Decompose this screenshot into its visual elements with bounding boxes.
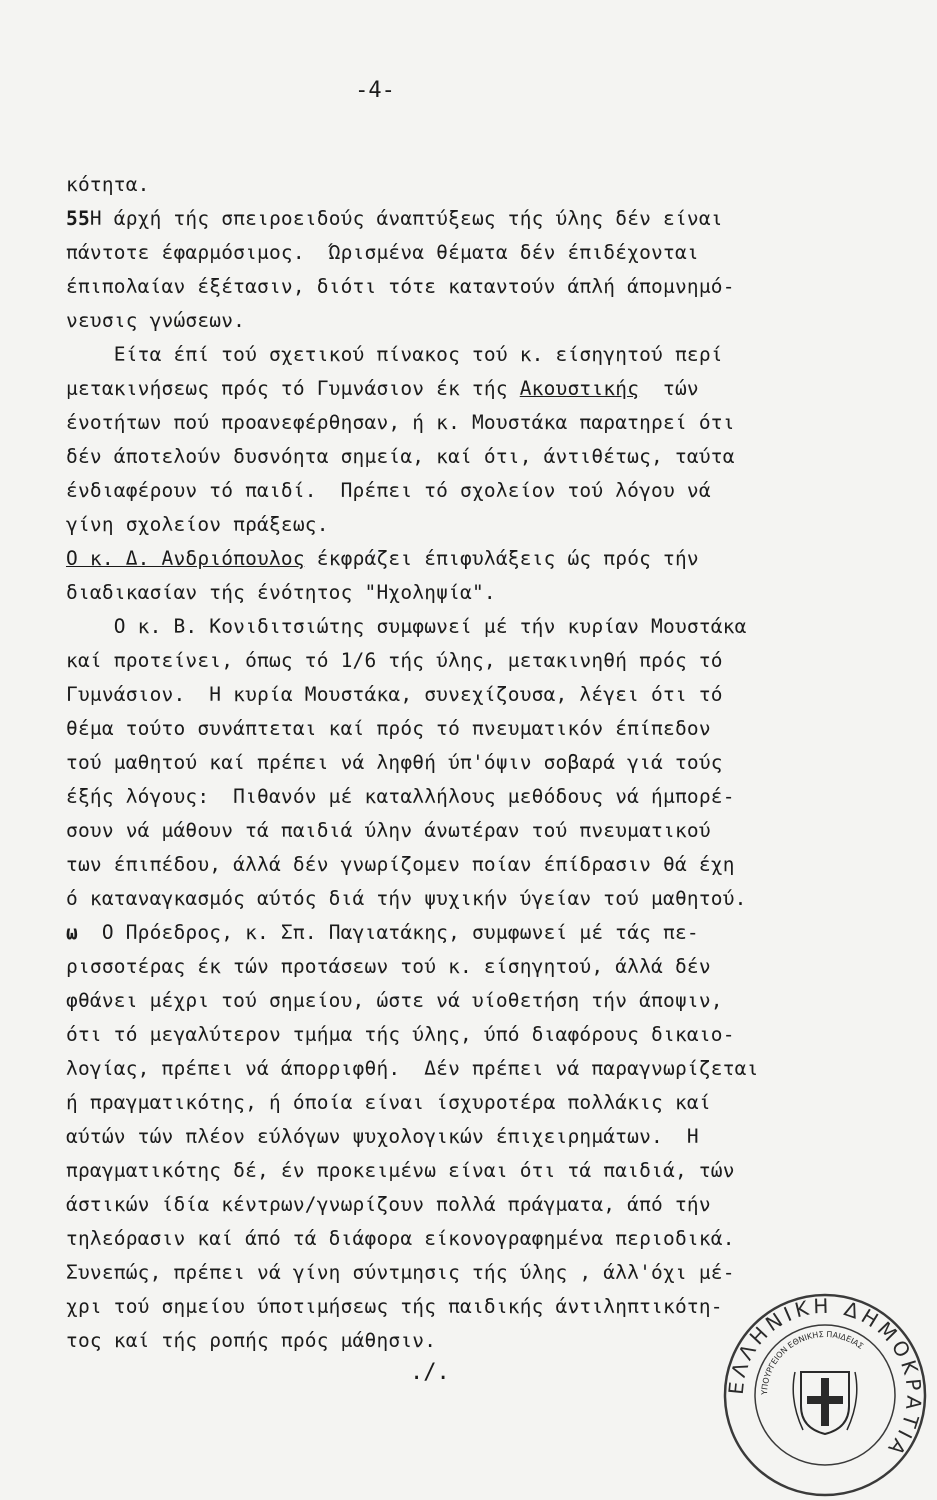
line-text: Είτα έπί τού σχετικού πίνακος τού κ. είσηγητού περί	[66, 343, 723, 366]
text-line	[66, 712, 886, 746]
line-text: Η άρχή τής σπειροειδούς άναπτύξεως τής ύλης δέν είναι	[89, 207, 723, 230]
line-text: ότι τό μεγαλύτερον τμήμα τής ύλης, ύπό διαφόρους δικαιο-	[66, 1023, 735, 1046]
text-line	[66, 678, 886, 712]
text-line	[66, 780, 886, 814]
text-line	[66, 474, 886, 508]
text-line	[66, 304, 886, 338]
line-text: χρι τού σημείου ύποτιμήσεως τής παιδικής άντιληπτικότη-	[66, 1295, 723, 1318]
line-text: Συνεπώς, πρέπει νά γίνη σύντμησις τής ύλης , άλλ'όχι μέ-	[66, 1261, 735, 1284]
text-line	[66, 168, 886, 202]
line-text: φθάνει μέχρι τού σημείου, ώστε νά υίοθετήση τήν άποψιν,	[66, 989, 723, 1012]
line-text: θέμα τούτο συνάπτεται καί πρός τό πνευματικόν έπίπεδον	[66, 717, 711, 740]
line-text: Γυμνάσιον. Η κυρία Μουστάκα, συνεχίζουσα, λέγει ότι τό	[66, 683, 723, 706]
line-text: τηλεόρασιν καί άπό τά διάφορα είκονογραφημένα περιοδικά.	[66, 1227, 735, 1250]
text-line	[66, 644, 886, 678]
underlined-text: Ακουστικής	[519, 377, 640, 400]
document-body	[66, 168, 886, 1358]
line-text: γίνη σχολείον πράξεως.	[66, 513, 329, 536]
text-line	[66, 1222, 886, 1256]
line-text: μετακινήσεως πρός τό Γυμνάσιον έκ τής	[66, 377, 520, 400]
text-line	[66, 1086, 886, 1120]
seal-inner-text: ΥΠΟΥΡΓΕΙΟΝ ΕΘΝΙΚΗΣ ΠΑΙΔΕΙΑΣ	[759, 1329, 865, 1396]
line-text: καί προτείνει, όπως τό 1/6 τής ύλης, μετακινηθή πρός τό	[66, 649, 723, 672]
text-line	[66, 882, 886, 916]
text-line	[66, 406, 886, 440]
text-line	[66, 440, 886, 474]
line-text: λογίας, πρέπει νά άπορριφθή. Δέν πρέπει νά παραγνωρίζεται	[66, 1057, 759, 1080]
line-text: έξής λόγους: Πιθανόν μέ καταλλήλους μεθόδους νά ήμπορέ-	[66, 785, 735, 808]
text-line	[66, 610, 886, 644]
margin-mark: ω	[66, 921, 78, 944]
text-line	[66, 848, 886, 882]
text-line	[66, 202, 886, 236]
line-text: αύτών τών πλέον εύλόγων ψυχολογικών έπιχειρημάτων. Η	[66, 1125, 699, 1148]
text-line	[66, 950, 886, 984]
line-text: δέν άποτελούν δυσνόητα σημεία, καί ότι, άντιθέτως, ταύτα	[66, 445, 735, 468]
line-text: ή πραγματικότης, ή όποία είναι ίσχυροτέρα πολλάκις καί	[66, 1091, 711, 1114]
line-text: Ο κ. Β. Κονιδιτσιώτης συμφωνεί μέ τήν κυρίαν Μουστάκα	[66, 615, 747, 638]
line-text: τος καί τής ροπής πρός μάθησιν.	[66, 1329, 437, 1352]
line-text: ρισσοτέρας έκ τών προτάσεων τού κ. είσηγητού, άλλά δέν	[66, 955, 711, 978]
official-seal	[720, 1290, 930, 1500]
coat-of-arms-icon	[793, 1372, 857, 1434]
line-text: νευσις γνώσεων.	[66, 309, 246, 332]
text-line	[66, 1154, 886, 1188]
text-line	[66, 576, 886, 610]
end-mark: ./.	[410, 1360, 450, 1385]
line-text: έκφράζει έπιφυλάξεις ώς πρός τήν	[304, 547, 699, 570]
text-line	[66, 814, 886, 848]
line-text: άστικών ίδία κέντρων/γνωρίζουν πολλά πράγματα, άπό τήν	[66, 1193, 711, 1216]
text-line	[66, 984, 886, 1018]
text-line	[66, 1120, 886, 1154]
line-text: των έπιπέδου, άλλά δέν γνωρίζομεν ποίαν έπίδρασιν θά έχη	[66, 853, 735, 876]
text-line	[66, 270, 886, 304]
text-line	[66, 508, 886, 542]
line-text: κότητα.	[66, 173, 150, 196]
line-text: Ο Πρόεδρος, κ. Σπ. Παγιατάκης, συμφωνεί μέ τάς πε-	[77, 921, 699, 944]
seal-outer-text: ΕΛΛΗΝΙΚΗ ΔΗΜΟΚΡΑΤΙΑ	[723, 1293, 927, 1463]
line-text: τών	[639, 377, 699, 400]
line-text: έπιπολαίαν έξέτασιν, διότι τότε καταντούν άπλή άπομνημό-	[66, 275, 735, 298]
underlined-text: Ο κ. Δ. Ανδριόπουλος	[66, 547, 305, 570]
page-number: -4-	[355, 78, 395, 103]
text-line	[66, 542, 886, 576]
text-line	[66, 236, 886, 270]
line-text: ένοτήτων πού προανεφέρθησαν, ή κ. Μουστάκα παρατηρεί ότι	[66, 411, 735, 434]
text-line	[66, 746, 886, 780]
line-text: πάντοτε έφαρμόσιμος. Ώρισμένα θέματα δέν έπιδέχονται	[66, 241, 699, 264]
line-text: σουν νά μάθουν τά παιδιά ύλην άνωτέραν τού πνευματικού	[66, 819, 711, 842]
text-line	[66, 1052, 886, 1086]
line-text: διαδικασίαν τής ένότητος "Ηχοληψία".	[66, 581, 496, 604]
line-text: ό καταναγκασμός αύτός διά τήν ψυχικήν ύγείαν τού μαθητού.	[66, 887, 747, 910]
text-line	[66, 338, 886, 372]
text-line	[66, 1188, 886, 1222]
text-line	[66, 1018, 886, 1052]
line-text: πραγματικότης δέ, έν προκειμένω είναι ότι τά παιδιά, τών	[66, 1159, 735, 1182]
text-line	[66, 1256, 886, 1290]
margin-mark: 55	[66, 207, 90, 230]
text-line	[66, 372, 886, 406]
line-text: τού μαθητού καί πρέπει νά ληφθή ύπ'όψιν σοβαρά γιά τούς	[66, 751, 723, 774]
line-text: ένδιαφέρουν τό παιδί. Πρέπει τό σχολείον τού λόγου νά	[66, 479, 711, 502]
text-line	[66, 916, 886, 950]
